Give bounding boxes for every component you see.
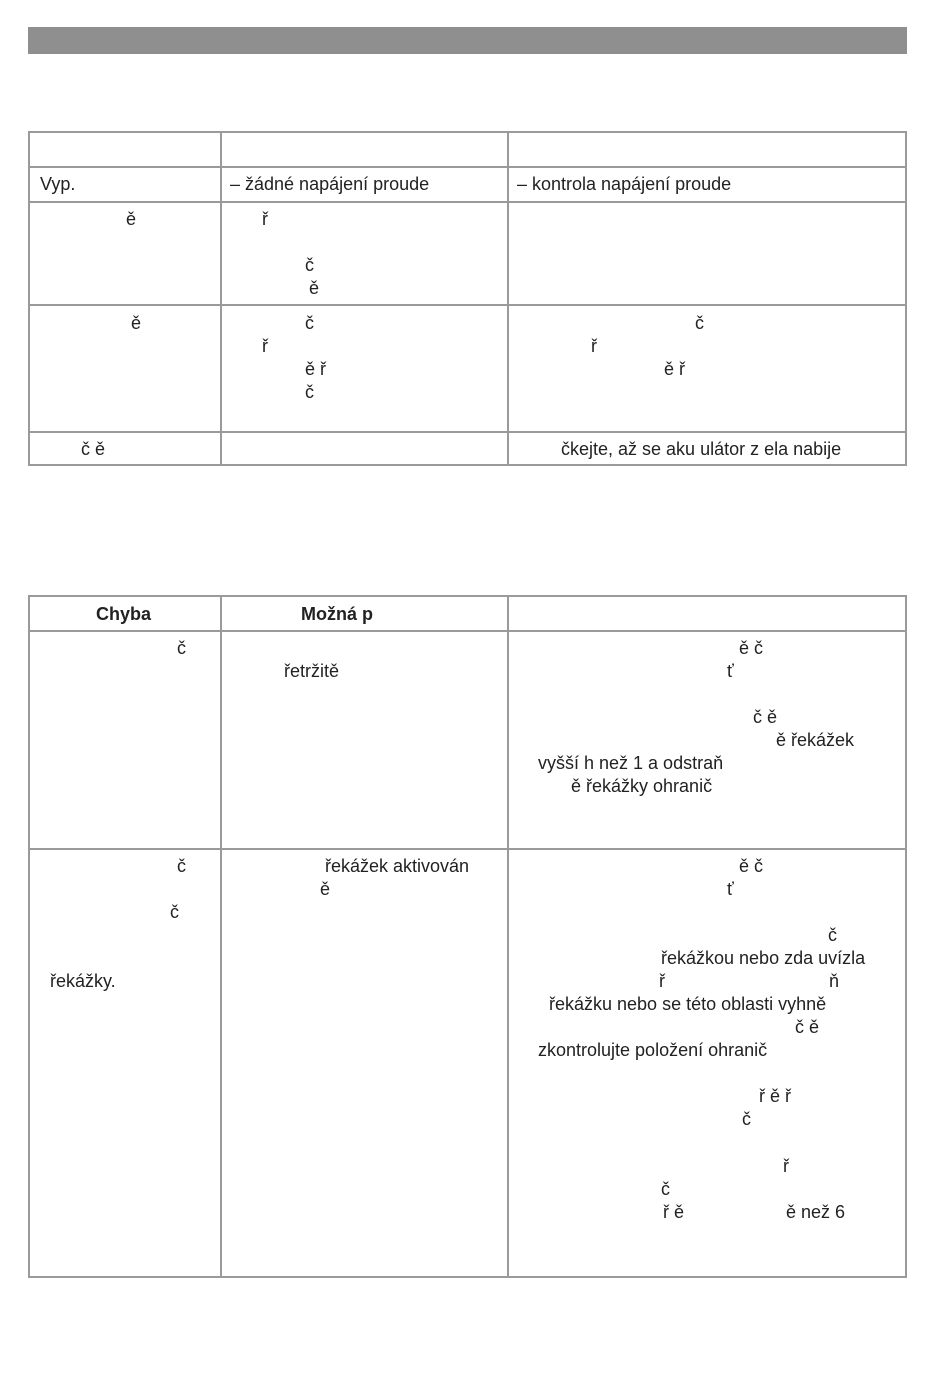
table-cell: čkejte, až se aku ulátor z ela nabije xyxy=(508,432,906,465)
table-cell: č ř ě ř č xyxy=(221,305,508,432)
table-row xyxy=(29,202,906,305)
table-cell: řetržitě xyxy=(221,631,508,849)
table-row xyxy=(29,631,906,849)
status-table xyxy=(28,131,907,466)
table-cell: ě č ť č ě ě řekážek vyšší h než 1 a odstraň ě řekážky ohranič xyxy=(508,631,906,849)
table-cell: ě xyxy=(29,305,221,432)
table-cell xyxy=(508,132,906,167)
table-cell: č ě xyxy=(29,432,221,465)
troubleshooting-table xyxy=(28,595,907,1278)
table-header-cell: Chyba xyxy=(29,596,221,631)
table-row xyxy=(29,305,906,432)
table-cell: č ř ě ř xyxy=(508,305,906,432)
table-cell: č č řekážky. xyxy=(29,849,221,1277)
header-bar xyxy=(28,27,907,54)
table-cell xyxy=(221,132,508,167)
table-cell: Vyp. xyxy=(29,167,221,202)
table-row xyxy=(29,432,906,465)
table-row xyxy=(29,849,906,1277)
table-cell: ě č ť č řekážkou nebo zda uvízla ř ň řekážku nebo se této oblasti vyhně č ě zkontrolujte položení ohranič ř ě ř č ř č ř ě ě než 6 xyxy=(508,849,906,1277)
table-header-cell xyxy=(508,596,906,631)
table-cell: ě xyxy=(29,202,221,305)
table-header-row xyxy=(29,596,906,631)
table-cell: ř č ě xyxy=(221,202,508,305)
table-row xyxy=(29,167,906,202)
table-cell: č xyxy=(29,631,221,849)
table-header-row xyxy=(29,132,906,167)
table-cell xyxy=(221,432,508,465)
table-cell: – žádné napájení proude xyxy=(221,167,508,202)
table-header-cell: Možná p xyxy=(221,596,508,631)
table-cell xyxy=(29,132,221,167)
table-cell xyxy=(508,202,906,305)
table-cell: řekážek aktivován ě xyxy=(221,849,508,1277)
table-cell: – kontrola napájení proude xyxy=(508,167,906,202)
